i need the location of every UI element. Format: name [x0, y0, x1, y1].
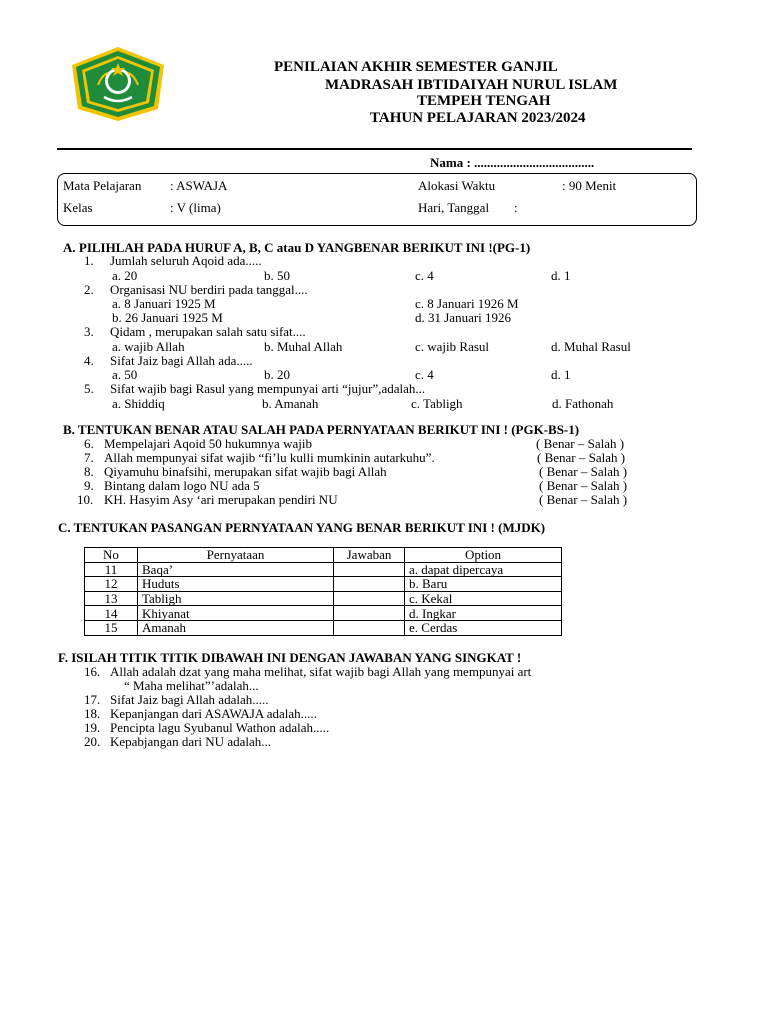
f16-cont: “ Maha melihat”’adalah... [124, 678, 259, 693]
row-jawaban[interactable] [334, 591, 405, 606]
q1-num: 1. [84, 253, 94, 268]
q3-opt-a: a. wajib Allah [112, 339, 185, 354]
f20-text: Kepabjangan dari NU adalah... [110, 734, 271, 749]
b10-text: KH. Hasyim Asy ‘ari merupakan pendiri NU [104, 492, 338, 507]
b7-choice: ( Benar – Salah ) [537, 450, 626, 465]
mapel-value: : ASWAJA [170, 178, 228, 193]
row-pernyataan: Amanah [138, 620, 334, 635]
kelas-value: : V (lima) [170, 200, 221, 215]
f18-num: 18. [84, 706, 101, 721]
b7-num: 7. [84, 450, 94, 465]
q2-text: Organisasi NU berdiri pada tanggal.... [110, 282, 308, 297]
q5-text: Sifat wajib bagi Rasul yang mempunyai arti “jujur”,adalah... [110, 381, 426, 396]
f16-num: 16. [84, 664, 101, 679]
row-option: d. Ingkar [405, 606, 562, 621]
f17-text: Sifat Jaiz bagi Allah adalah..... [110, 692, 269, 707]
row-option: a. dapat dipercaya [405, 562, 562, 577]
q4-opt-d: d. 1 [551, 367, 571, 382]
row-pernyataan: Khiyanat [138, 606, 334, 621]
alokasi-label: Alokasi Waktu [418, 178, 496, 193]
b8-num: 8. [84, 464, 94, 479]
b9-num: 9. [84, 478, 94, 493]
matching-table [84, 547, 562, 636]
b6-text: Mempelajari Aqoid 50 hukumnya wajib [104, 436, 312, 451]
row-jawaban[interactable] [334, 620, 405, 635]
b9-text: Bintang dalam logo NU ada 5 [104, 478, 260, 493]
row-jawaban[interactable] [334, 577, 405, 592]
hari-value: : [514, 200, 518, 215]
kelas-label: Kelas [63, 200, 93, 215]
table-row [85, 620, 562, 635]
q1-opt-a: a. 20 [112, 268, 138, 283]
q1-opt-c: c. 4 [415, 268, 434, 283]
q5-opt-c: c. Tabligh [411, 396, 463, 411]
mapel-label: Mata Pelajaran [63, 178, 142, 193]
header-line-4: TAHUN PELAJARAN 2023/2024 [370, 110, 586, 126]
col-no: No [85, 548, 138, 563]
q1-opt-d: d. 1 [551, 268, 571, 283]
q4-text: Sifat Jaiz bagi Allah ada..... [110, 353, 253, 368]
section-a-title: A. PILIHLAH PADA HURUF A, B, C atau D YANGBENAR BERIKUT INI !(PG-1) [63, 240, 531, 255]
q5-num: 5. [84, 381, 94, 396]
q1-text: Jumlah seluruh Aqoid ada..... [110, 253, 262, 268]
row-no: 12 [85, 577, 138, 592]
q4-opt-c: c. 4 [415, 367, 434, 382]
b7-text: Allah mempunyai sifat wajib “fi’lu kulli mumkinin autarkuhu”. [104, 450, 435, 465]
q4-opt-a: a. 50 [112, 367, 138, 382]
q3-opt-d: d. Muhal Rasul [551, 339, 631, 354]
b10-num: 10. [77, 492, 94, 507]
row-option: b. Baru [405, 577, 562, 592]
q4-num: 4. [84, 353, 94, 368]
alokasi-value: : 90 Menit [562, 178, 617, 193]
col-option: Option [405, 548, 562, 563]
f16-text: Allah adalah dzat yang maha melihat, sifat wajib bagi Allah yang mempunyai art [110, 664, 532, 679]
f20-num: 20. [84, 734, 101, 749]
row-no: 11 [85, 562, 138, 577]
q5-opt-d: d. Fathonah [552, 396, 614, 411]
header-line-1: PENILAIAN AKHIR SEMESTER GANJIL [274, 59, 558, 75]
table-row [85, 577, 562, 592]
section-b-title: B. TENTUKAN BENAR ATAU SALAH PADA PERNYATAAN BERIKUT INI ! (PGK-BS-1) [63, 422, 580, 437]
b6-choice: ( Benar – Salah ) [536, 436, 625, 451]
header-rule [57, 148, 692, 150]
b6-num: 6. [84, 436, 94, 451]
row-pernyataan: Tabligh [138, 591, 334, 606]
q3-opt-b: b. Muhal Allah [264, 339, 343, 354]
madrasah-logo [68, 45, 168, 123]
section-c-title: C. TENTUKAN PASANGAN PERNYATAAN YANG BENAR BERIKUT INI ! (MJDK) [58, 520, 546, 535]
f19-num: 19. [84, 720, 101, 735]
q5-opt-b: b. Amanah [262, 396, 319, 411]
q2-opt-b: b. 26 Januari 1925 M [112, 310, 223, 325]
table-row [85, 591, 562, 606]
row-pernyataan: Baqa’ [138, 562, 334, 577]
f19-text: Pencipta lagu Syubanul Wathon adalah..... [110, 720, 330, 735]
table-row [85, 562, 562, 577]
table-header-row [85, 548, 562, 563]
q3-num: 3. [84, 324, 94, 339]
row-option: e. Cerdas [405, 620, 562, 635]
q4-opt-b: b. 20 [264, 367, 290, 382]
header-line-2: MADRASAH IBTIDAIYAH NURUL ISLAM [325, 77, 618, 93]
q3-text: Qidam , merupakan salah satu sifat.... [110, 324, 306, 339]
hari-label: Hari, Tanggal [418, 200, 490, 215]
col-pernyataan: Pernyataan [138, 548, 334, 563]
row-no: 14 [85, 606, 138, 621]
q5-opt-a: a. Shiddiq [112, 396, 165, 411]
header-line-3: TEMPEH TENGAH [417, 93, 551, 109]
table-row [85, 606, 562, 621]
row-jawaban[interactable] [334, 606, 405, 621]
q2-opt-d: d. 31 Januari 1926 [415, 310, 512, 325]
name-field: Nama : ..................................... [430, 155, 595, 170]
b9-choice: ( Benar – Salah ) [539, 478, 628, 493]
q2-num: 2. [84, 282, 94, 297]
row-no: 15 [85, 620, 138, 635]
q3-opt-c: c. wajib Rasul [415, 339, 490, 354]
q2-opt-a: a. 8 Januari 1925 M [112, 296, 216, 311]
row-no: 13 [85, 591, 138, 606]
section-f-title: F. ISILAH TITIK TITIK DIBAWAH INI DENGAN JAWABAN YANG SINGKAT ! [58, 650, 522, 665]
b10-choice: ( Benar – Salah ) [539, 492, 628, 507]
q2-opt-c: c. 8 Januari 1926 M [415, 296, 519, 311]
row-pernyataan: Huduts [138, 577, 334, 592]
col-jawaban: Jawaban [334, 548, 405, 563]
row-option: c. Kekal [405, 591, 562, 606]
f17-num: 17. [84, 692, 101, 707]
q1-opt-b: b. 50 [264, 268, 290, 283]
f18-text: Kepanjangan dari ASAWAJA adalah..... [110, 706, 317, 721]
b8-text: Qiyamuhu binafsihi, merupakan sifat wajib bagi Allah [104, 464, 387, 479]
row-jawaban[interactable] [334, 562, 405, 577]
b8-choice: ( Benar – Salah ) [539, 464, 628, 479]
